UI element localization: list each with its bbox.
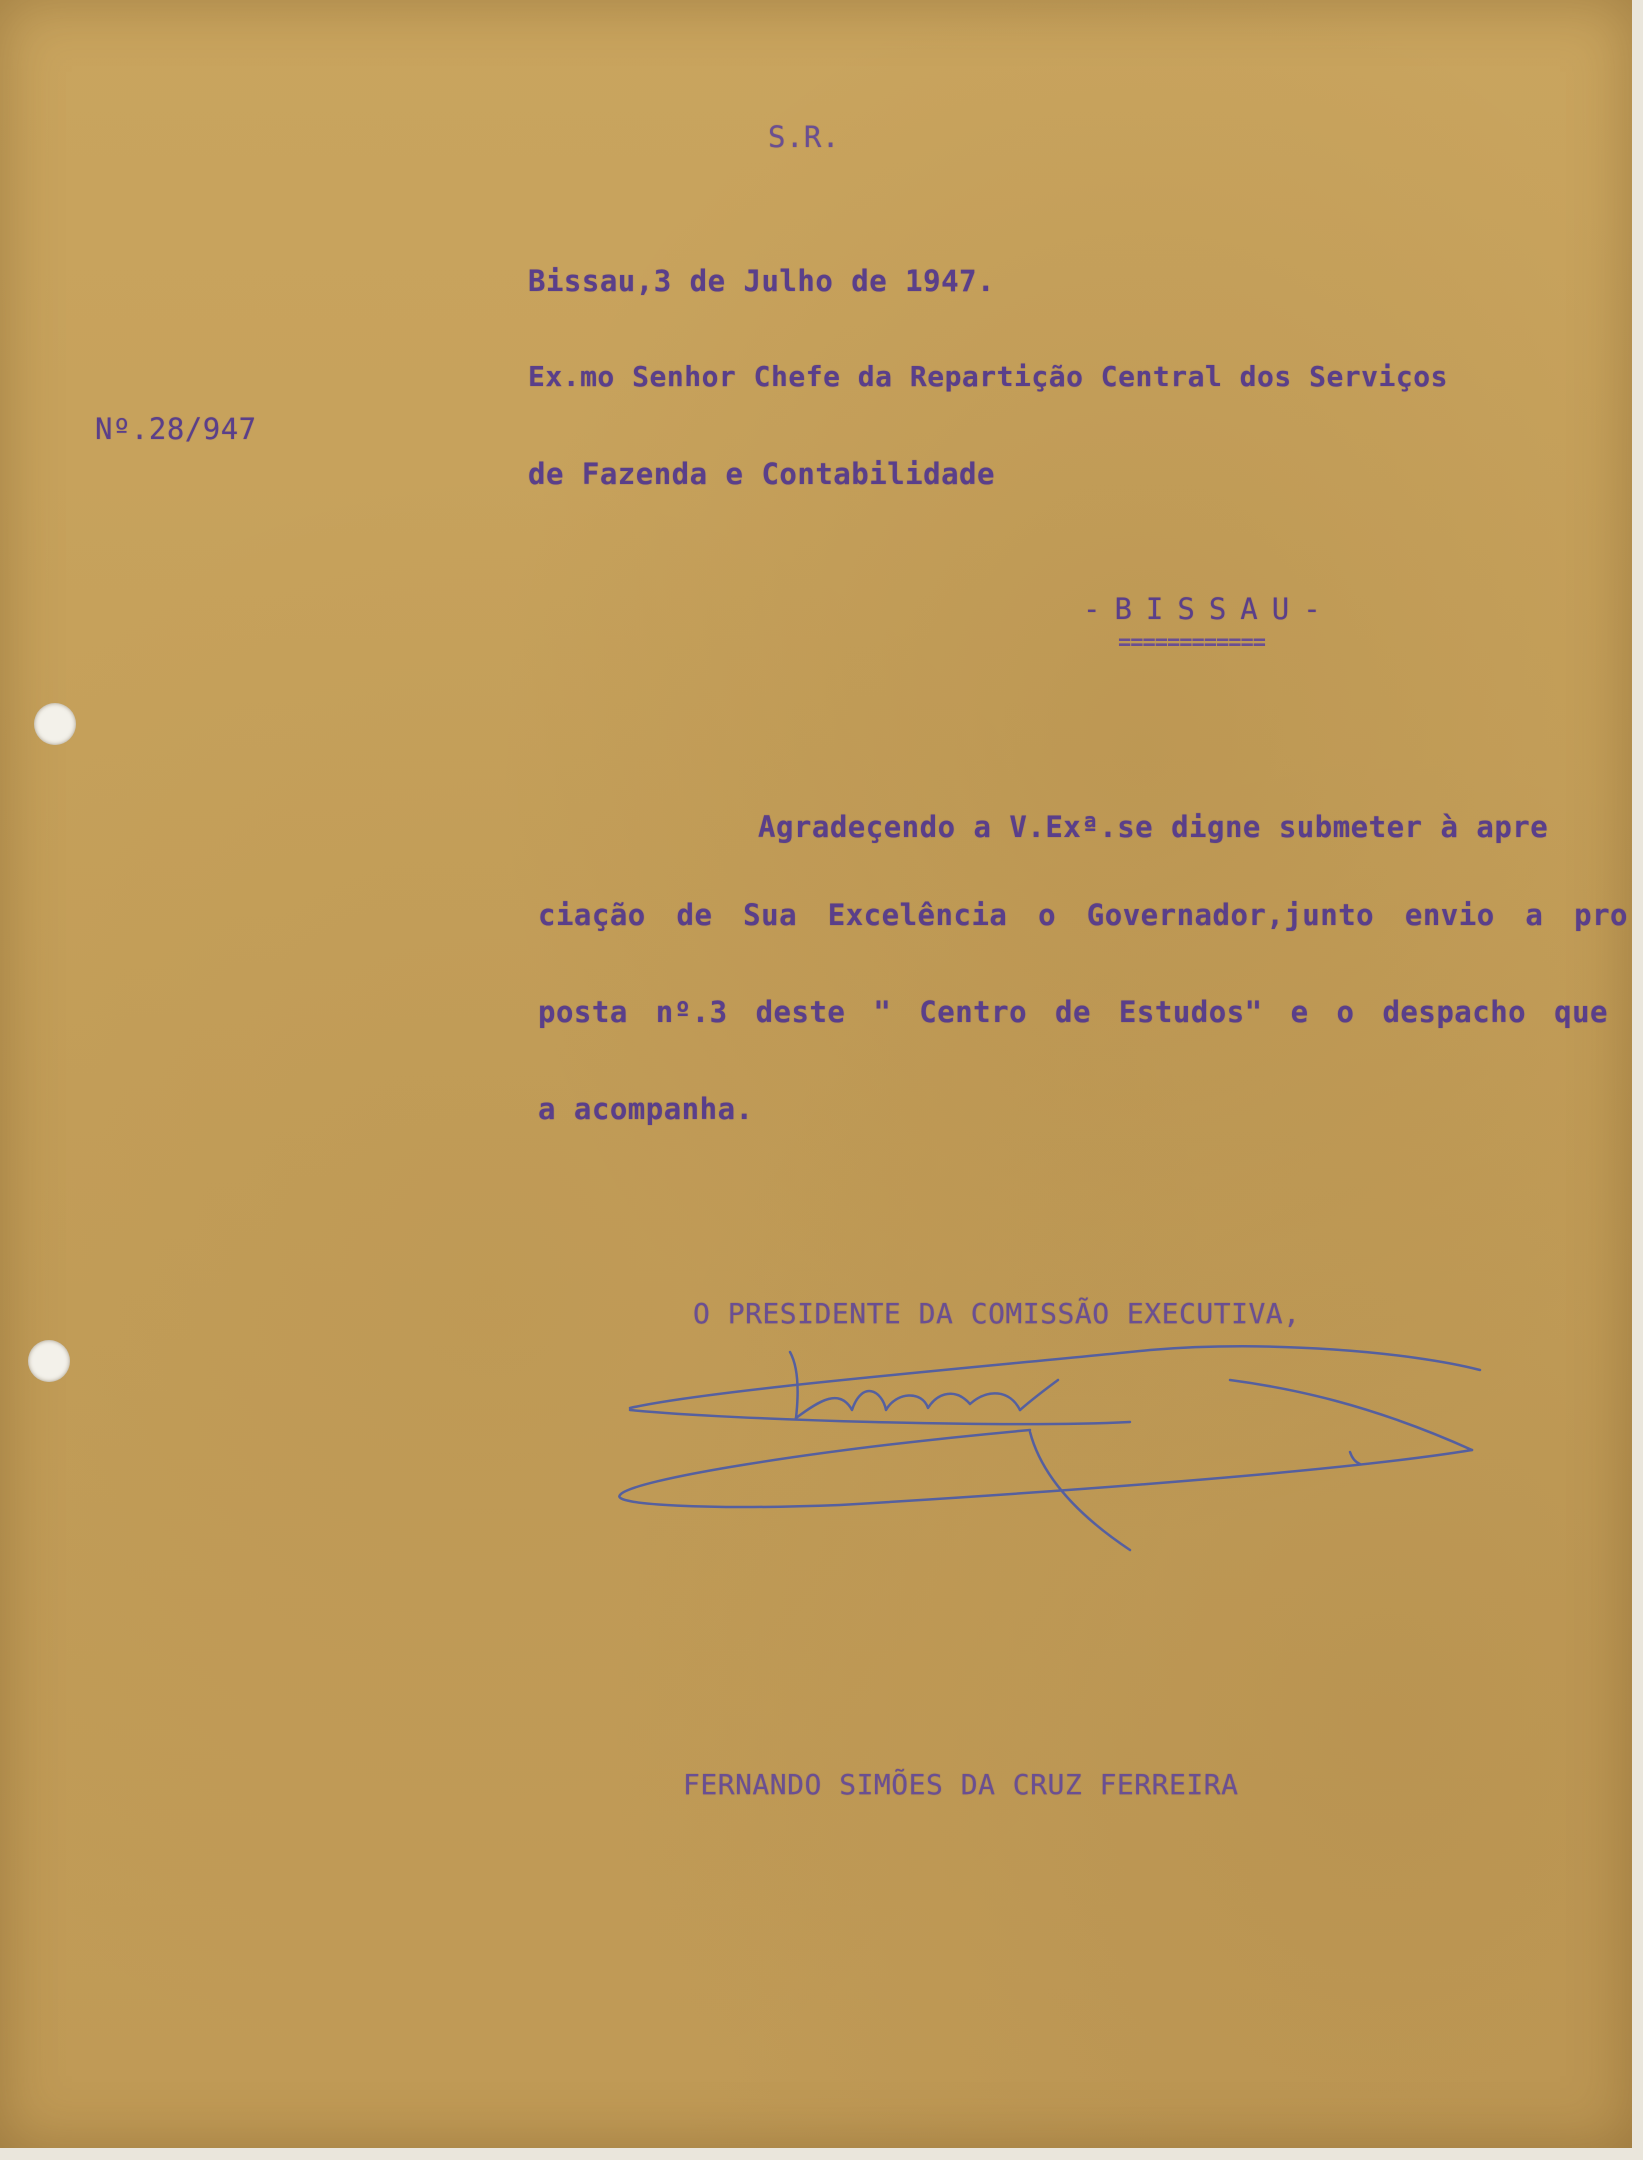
body-line-4: a acompanha. [538, 1092, 754, 1126]
reference-number: Nº.28/947 [95, 412, 257, 446]
body-line-2-text: ciação de Sua Excelência o Governador,junto envio a pro [538, 898, 1628, 932]
header-mark: S.R. [768, 120, 840, 154]
destination: -BISSAU- [1083, 592, 1335, 626]
date-line: Bissau,3 de Julho de 1947. [528, 264, 995, 298]
closing-title: O PRESIDENTE DA COMISSÃO EXECUTIVA, [693, 1297, 1301, 1330]
scan-edge-bottom [0, 2148, 1643, 2160]
scan-edge-right [1632, 0, 1643, 2160]
recipient-line-1: Ex.mo Senhor Chefe da Repartição Central dos Serviços [528, 360, 1448, 393]
body-line-1: Agradeçendo a V.Exª.se digne submeter à apre [758, 810, 1549, 844]
body-line-3-text: posta nº.3 deste " Centro de Estudos" e o despacho que [538, 995, 1608, 1029]
handwritten-signature [590, 1300, 1490, 1580]
recipient-line-2: de Fazenda e Contabilidade [528, 457, 995, 491]
signatory-name: FERNANDO SIMÕES DA CRUZ FERREIRA [683, 1768, 1239, 1801]
body-line-3 [538, 995, 1608, 1029]
body-line-2 [538, 898, 1628, 932]
punch-hole-top [34, 703, 76, 745]
punch-hole-bottom [28, 1340, 70, 1382]
destination-underline: ============ [1118, 630, 1265, 655]
